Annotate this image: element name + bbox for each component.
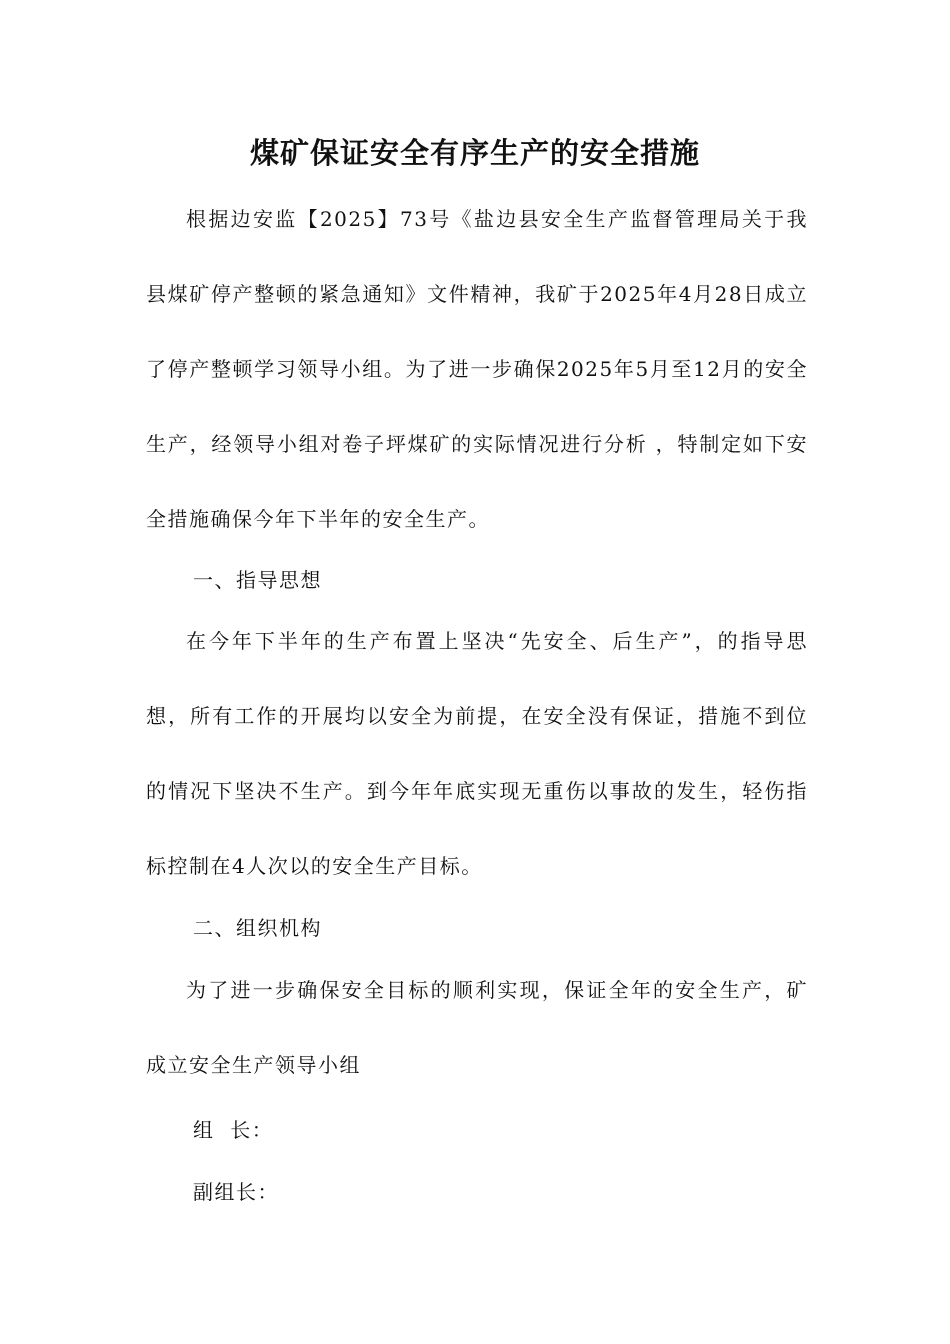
role-leader-label: 组 长： xyxy=(193,1118,274,1142)
section-heading-guiding-ideology: 一、指导思想 xyxy=(193,568,322,592)
document-title: 煤矿保证安全有序生产的安全措施 xyxy=(249,136,700,170)
section-heading-organization: 二、组织机构 xyxy=(193,916,322,940)
role-deputy-label: 副组长： xyxy=(193,1180,279,1204)
paragraph-intro: 根据边安监【2025】73号《盐边县安全生产监督管理局关于我县煤矿停产整顿的紧急通知》文件精神，我矿于2025年4月28日成立了停产整顿学习领导小组。为了进一步确保2025年5月至12月的安全生产，经领导小组对卷子坪煤矿的实际情况进行分析 ，特制定如下安全措施确保今年下半年的安全生产。 xyxy=(146,207,808,531)
paragraph-organization: 为了进一步确保安全目标的顺利实现，保证全年的安全生产，矿成立安全生产领导小组 xyxy=(146,978,808,1077)
paragraph-guiding-ideology: 在今年下半年的生产布置上坚决“先安全、后生产”，的指导思想，所有工作的开展均以安全为前提，在安全没有保证，措施不到位的情况下坚决不生产。到今年年底实现无重伤以事故的发生，轻伤指标控制在4人次以的安全生产目标。 xyxy=(146,629,808,878)
